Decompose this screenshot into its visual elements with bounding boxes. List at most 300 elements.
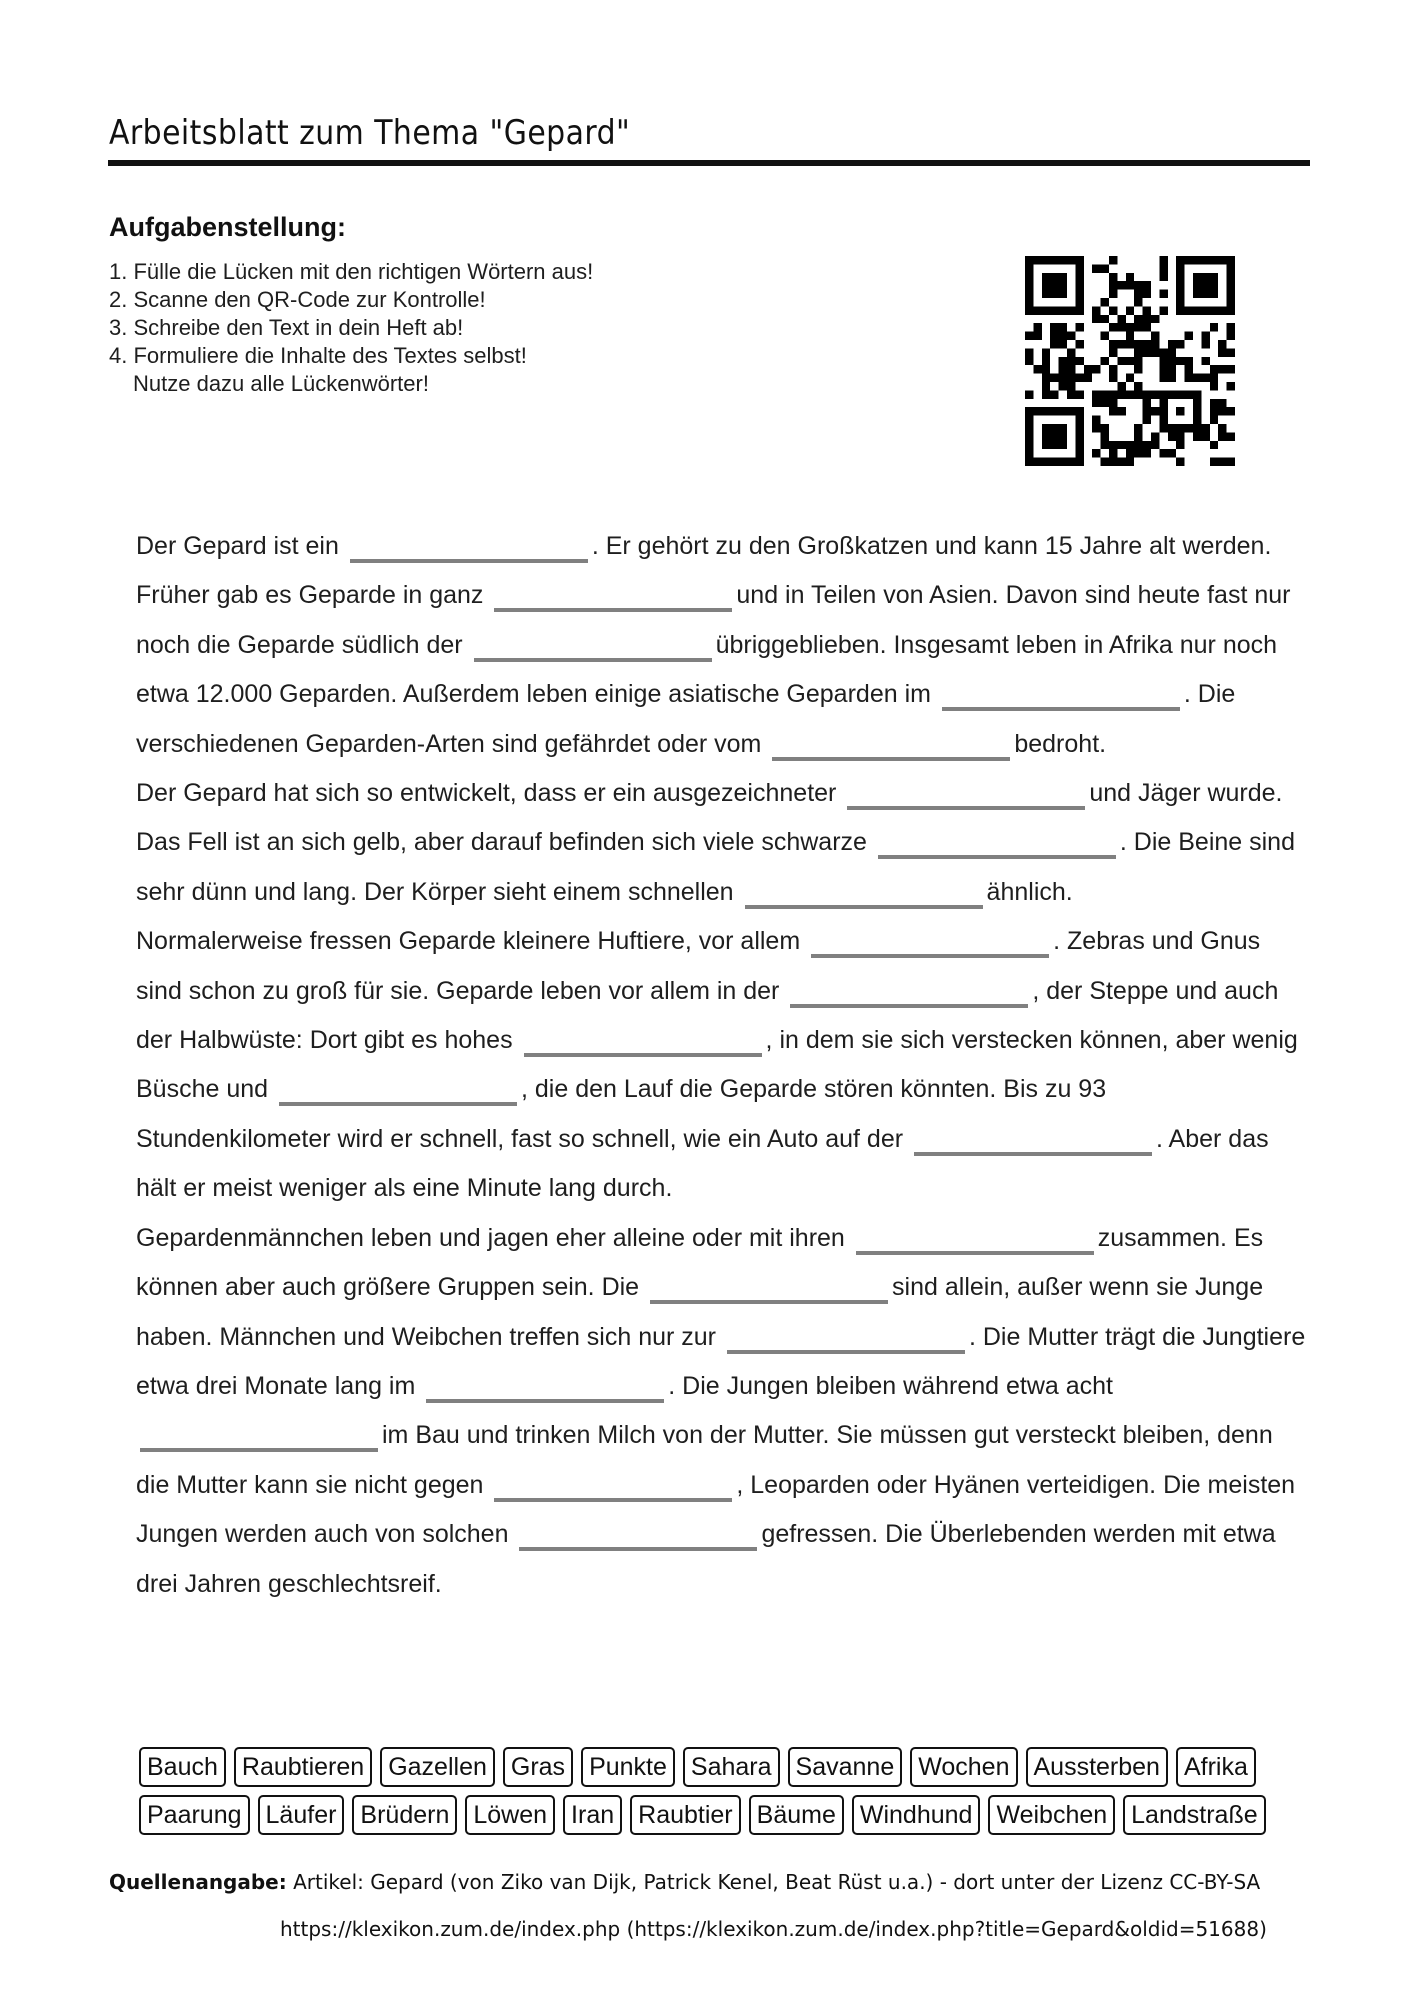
qr-module bbox=[1151, 441, 1159, 449]
qr-module bbox=[1201, 374, 1209, 382]
word-chip[interactable]: Afrika bbox=[1176, 1747, 1256, 1787]
qr-module bbox=[1109, 306, 1117, 314]
word-chip[interactable]: Punkte bbox=[581, 1747, 675, 1787]
qr-module bbox=[1109, 273, 1117, 281]
qr-module bbox=[1210, 365, 1218, 373]
qr-module bbox=[1193, 416, 1201, 424]
qr-module bbox=[1117, 458, 1125, 466]
qr-module bbox=[1126, 273, 1134, 281]
qr-module bbox=[1151, 348, 1159, 356]
qr-module bbox=[1117, 315, 1125, 323]
qr-module bbox=[1126, 449, 1134, 457]
qr-module bbox=[1025, 407, 1033, 415]
qr-module bbox=[1101, 458, 1109, 466]
qr-module bbox=[1075, 374, 1083, 382]
blank-field[interactable] bbox=[856, 1227, 1094, 1255]
cloze-paragraph bbox=[136, 522, 1306, 769]
qr-module bbox=[1033, 323, 1041, 331]
qr-module bbox=[1075, 340, 1083, 348]
qr-module bbox=[1143, 441, 1151, 449]
word-chip[interactable]: Wochen bbox=[910, 1747, 1017, 1787]
blank-field[interactable] bbox=[140, 1424, 378, 1452]
qr-module bbox=[1109, 365, 1117, 373]
qr-module bbox=[1109, 256, 1117, 264]
qr-module bbox=[1151, 315, 1159, 323]
qr-module bbox=[1151, 340, 1159, 348]
qr-module bbox=[1193, 306, 1201, 314]
qr-module bbox=[1176, 390, 1184, 398]
qr-module bbox=[1075, 357, 1083, 365]
qr-module bbox=[1067, 256, 1075, 264]
qr-module bbox=[1176, 306, 1184, 314]
cloze-segment: und Jäger wurde. Das Fell ist an sich gelb, aber darauf befinden sich viele schwarze bbox=[136, 779, 1283, 857]
qr-module bbox=[1101, 441, 1109, 449]
blank-field[interactable] bbox=[914, 1128, 1152, 1156]
qr-module bbox=[1109, 407, 1117, 415]
qr-module bbox=[1042, 432, 1050, 440]
qr-module bbox=[1210, 256, 1218, 264]
cloze-segment: Gepardenmännchen leben und jagen eher alleine oder mit ihren bbox=[136, 1223, 845, 1252]
cloze-segment: . Die Mutter trägt die Jungtiere etwa drei Monate lang im bbox=[136, 1322, 1306, 1400]
qr-module bbox=[1059, 441, 1067, 449]
cloze-paragraph bbox=[136, 917, 1306, 1213]
cloze-segment: . Er gehört zu den Großkatzen und kann 15 Jahre alt werden. Früher gab es Geparde in ganz bbox=[136, 532, 1272, 610]
qr-module bbox=[1025, 458, 1033, 466]
qr-module bbox=[1176, 281, 1184, 289]
qr-module bbox=[1025, 298, 1033, 306]
qr-module bbox=[1159, 416, 1167, 424]
qr-module bbox=[1218, 424, 1226, 432]
qr-module bbox=[1210, 441, 1218, 449]
word-chip[interactable]: Sahara bbox=[683, 1747, 780, 1787]
qr-module bbox=[1050, 281, 1058, 289]
qr-module bbox=[1201, 281, 1209, 289]
qr-module bbox=[1042, 382, 1050, 390]
qr-module bbox=[1193, 290, 1201, 298]
word-chip[interactable]: Gazellen bbox=[380, 1747, 495, 1787]
blank-field[interactable] bbox=[350, 535, 588, 563]
qr-module bbox=[1092, 424, 1100, 432]
qr-module bbox=[1092, 449, 1100, 457]
blank-field[interactable] bbox=[790, 980, 1028, 1008]
qr-module bbox=[1134, 298, 1142, 306]
qr-module bbox=[1059, 332, 1067, 340]
qr-module bbox=[1143, 290, 1151, 298]
qr-module bbox=[1033, 458, 1041, 466]
qr-module bbox=[1101, 332, 1109, 340]
qr-module bbox=[1134, 441, 1142, 449]
qr-module bbox=[1067, 332, 1075, 340]
blank-field[interactable] bbox=[650, 1276, 888, 1304]
qr-module bbox=[1210, 281, 1218, 289]
qr-module bbox=[1092, 306, 1100, 314]
qr-module bbox=[1075, 290, 1083, 298]
qr-module bbox=[1227, 298, 1235, 306]
cloze-segment: , in dem sie sich verstecken können, aber wenig Büsche und bbox=[136, 1026, 1298, 1104]
qr-module bbox=[1134, 390, 1142, 398]
qr-module bbox=[1185, 365, 1193, 373]
qr-module bbox=[1227, 382, 1235, 390]
qr-module bbox=[1210, 407, 1218, 415]
qr-module bbox=[1067, 374, 1075, 382]
qr-module bbox=[1101, 390, 1109, 398]
qr-module bbox=[1059, 357, 1067, 365]
qr-module bbox=[1025, 390, 1033, 398]
qr-module bbox=[1151, 432, 1159, 440]
qr-module bbox=[1176, 256, 1184, 264]
qr-module bbox=[1143, 306, 1151, 314]
task-item: 2. Scanne den QR-Code zur Kontrolle! bbox=[109, 287, 486, 312]
qr-module bbox=[1050, 290, 1058, 298]
qr-module bbox=[1159, 374, 1167, 382]
qr-module bbox=[1025, 290, 1033, 298]
qr-module bbox=[1025, 332, 1033, 340]
qr-module bbox=[1227, 323, 1235, 331]
qr-module bbox=[1126, 441, 1134, 449]
cloze-segment: Der Gepard ist ein bbox=[136, 532, 339, 560]
qr-module bbox=[1033, 407, 1041, 415]
qr-module bbox=[1101, 357, 1109, 365]
source-url[interactable]: https://klexikon.zum.de/index.php (https://klexikon.zum.de/index.php?title=Gepard&oldid=51688) bbox=[280, 1917, 1267, 1941]
qr-module bbox=[1025, 256, 1033, 264]
qr-module bbox=[1227, 407, 1235, 415]
qr-module bbox=[1075, 264, 1083, 272]
qr-module bbox=[1067, 458, 1075, 466]
word-chip[interactable]: Löwen bbox=[465, 1795, 555, 1835]
qr-module bbox=[1033, 332, 1041, 340]
qr-module bbox=[1126, 390, 1134, 398]
blank-field[interactable] bbox=[279, 1078, 517, 1106]
source-citation bbox=[109, 1870, 1260, 1894]
qr-module bbox=[1042, 256, 1050, 264]
qr-module bbox=[1168, 365, 1176, 373]
qr-module bbox=[1109, 390, 1117, 398]
qr-module bbox=[1092, 264, 1100, 272]
blank-field[interactable] bbox=[811, 930, 1049, 958]
qr-module bbox=[1042, 458, 1050, 466]
qr-module bbox=[1059, 374, 1067, 382]
qr-module bbox=[1210, 306, 1218, 314]
qr-module bbox=[1059, 424, 1067, 432]
word-chip[interactable]: Iran bbox=[563, 1795, 622, 1835]
qr-module bbox=[1025, 306, 1033, 314]
qr-module bbox=[1176, 357, 1184, 365]
word-chip[interactable]: Läufer bbox=[258, 1795, 345, 1835]
blank-field[interactable] bbox=[474, 634, 712, 662]
qr-module bbox=[1059, 306, 1067, 314]
qr-module bbox=[1159, 365, 1167, 373]
qr-module bbox=[1067, 348, 1075, 356]
qr-module bbox=[1075, 390, 1083, 398]
word-chip[interactable]: Gras bbox=[503, 1747, 573, 1787]
qr-module bbox=[1134, 315, 1142, 323]
qr-module bbox=[1159, 399, 1167, 407]
word-chip[interactable]: Windhund bbox=[852, 1795, 981, 1835]
qr-module bbox=[1185, 424, 1193, 432]
blank-field[interactable] bbox=[772, 733, 1010, 761]
qr-module bbox=[1126, 340, 1134, 348]
qr-module bbox=[1134, 432, 1142, 440]
qr-module bbox=[1075, 273, 1083, 281]
qr-module bbox=[1109, 281, 1117, 289]
qr-module bbox=[1109, 323, 1117, 331]
qr-module bbox=[1168, 424, 1176, 432]
qr-module bbox=[1218, 256, 1226, 264]
blank-field[interactable] bbox=[745, 881, 983, 909]
qr-module bbox=[1218, 348, 1226, 356]
qr-module bbox=[1151, 332, 1159, 340]
cloze-segment: Normalerweise fressen Geparde kleinere Huftiere, vor allem bbox=[136, 927, 801, 956]
qr-module bbox=[1042, 407, 1050, 415]
qr-module bbox=[1067, 357, 1075, 365]
qr-module bbox=[1210, 323, 1218, 331]
qr-module bbox=[1059, 382, 1067, 390]
qr-module bbox=[1092, 399, 1100, 407]
qr-module bbox=[1176, 424, 1184, 432]
qr-module bbox=[1168, 348, 1176, 356]
qr-module bbox=[1168, 374, 1176, 382]
qr-module bbox=[1117, 340, 1125, 348]
qr-module bbox=[1143, 281, 1151, 289]
qr-module bbox=[1218, 399, 1226, 407]
qr-module bbox=[1050, 441, 1058, 449]
qr-module bbox=[1201, 340, 1209, 348]
qr-module bbox=[1059, 340, 1067, 348]
qr-module bbox=[1025, 449, 1033, 457]
qr-module bbox=[1134, 424, 1142, 432]
word-chip[interactable]: Bauch bbox=[139, 1747, 226, 1787]
qr-module bbox=[1227, 306, 1235, 314]
cloze-segment: ähnlich. bbox=[986, 877, 1073, 906]
qr-module bbox=[1227, 348, 1235, 356]
qr-module bbox=[1126, 332, 1134, 340]
qr-module bbox=[1059, 407, 1067, 415]
qr-module bbox=[1176, 407, 1184, 415]
blank-field[interactable] bbox=[524, 1029, 762, 1057]
qr-module bbox=[1201, 432, 1209, 440]
blank-field[interactable] bbox=[727, 1326, 965, 1354]
qr-module bbox=[1050, 256, 1058, 264]
qr-module bbox=[1159, 449, 1167, 457]
qr-module bbox=[1159, 348, 1167, 356]
qr-module bbox=[1117, 441, 1125, 449]
qr-module bbox=[1092, 416, 1100, 424]
qr-code-icon[interactable] bbox=[1025, 256, 1235, 466]
cloze-segment: gefressen. Die Überlebenden werden mit etwa drei Jahren geschlechtsreif. bbox=[136, 1520, 1276, 1598]
qr-module bbox=[1117, 357, 1125, 365]
qr-module bbox=[1159, 273, 1167, 281]
qr-module bbox=[1092, 365, 1100, 373]
qr-module bbox=[1101, 315, 1109, 323]
qr-module bbox=[1075, 407, 1083, 415]
qr-module bbox=[1025, 281, 1033, 289]
qr-module bbox=[1159, 256, 1167, 264]
qr-module bbox=[1210, 416, 1218, 424]
qr-module bbox=[1033, 365, 1041, 373]
qr-module bbox=[1185, 357, 1193, 365]
qr-module bbox=[1201, 306, 1209, 314]
qr-module bbox=[1092, 315, 1100, 323]
qr-module bbox=[1185, 306, 1193, 314]
word-bank-row bbox=[139, 1795, 1319, 1835]
qr-module bbox=[1025, 273, 1033, 281]
qr-module bbox=[1193, 390, 1201, 398]
task-item: 4. Formuliere die Inhalte des Textes selbst! bbox=[109, 343, 527, 368]
qr-module bbox=[1176, 298, 1184, 306]
qr-module bbox=[1126, 323, 1134, 331]
qr-module bbox=[1126, 306, 1134, 314]
qr-module bbox=[1201, 424, 1209, 432]
qr-module bbox=[1059, 281, 1067, 289]
qr-module bbox=[1126, 458, 1134, 466]
word-chip[interactable]: Aussterben bbox=[1026, 1747, 1168, 1787]
qr-module bbox=[1227, 256, 1235, 264]
qr-module bbox=[1126, 281, 1134, 289]
qr-module bbox=[1210, 290, 1218, 298]
task-list bbox=[109, 258, 593, 398]
qr-module bbox=[1042, 348, 1050, 356]
qr-module bbox=[1134, 382, 1142, 390]
qr-module bbox=[1176, 340, 1184, 348]
qr-module bbox=[1210, 458, 1218, 466]
qr-module bbox=[1101, 424, 1109, 432]
qr-module bbox=[1134, 340, 1142, 348]
blank-field[interactable] bbox=[878, 831, 1116, 859]
qr-module bbox=[1185, 256, 1193, 264]
qr-module bbox=[1109, 374, 1117, 382]
qr-module bbox=[1210, 399, 1218, 407]
qr-module bbox=[1143, 399, 1151, 407]
cloze-segment: , die den Lauf die Geparde stören könnten. Bis zu 93 Stundenkilometer wird er schnell, fast so schnell, wie ein Auto auf der bbox=[136, 1075, 1107, 1153]
cloze-segment: und in Teilen von Asien. Davon sind heute fast nur noch die Geparde südlich der bbox=[136, 581, 1291, 659]
qr-module bbox=[1109, 458, 1117, 466]
qr-module bbox=[1050, 390, 1058, 398]
qr-module bbox=[1134, 449, 1142, 457]
word-chip[interactable]: Savanne bbox=[788, 1747, 903, 1787]
qr-module bbox=[1193, 424, 1201, 432]
word-chip[interactable]: Weibchen bbox=[988, 1795, 1115, 1835]
qr-module bbox=[1067, 382, 1075, 390]
qr-module bbox=[1101, 399, 1109, 407]
qr-module bbox=[1193, 374, 1201, 382]
qr-module bbox=[1059, 432, 1067, 440]
qr-module bbox=[1176, 290, 1184, 298]
qr-module bbox=[1067, 365, 1075, 373]
word-chip[interactable]: Raubtier bbox=[630, 1795, 741, 1835]
qr-module bbox=[1201, 357, 1209, 365]
qr-module bbox=[1075, 298, 1083, 306]
cloze-segment: im Bau und trinken Milch von der Mutter. Sie müssen gut versteckt bleiben, denn die Mutter kann sie nicht gegen bbox=[136, 1421, 1273, 1499]
qr-module bbox=[1075, 306, 1083, 314]
qr-module bbox=[1025, 416, 1033, 424]
blank-field[interactable] bbox=[494, 584, 732, 612]
qr-module bbox=[1109, 290, 1117, 298]
qr-module bbox=[1218, 340, 1226, 348]
qr-module bbox=[1134, 348, 1142, 356]
title-divider bbox=[108, 160, 1310, 166]
qr-module bbox=[1151, 407, 1159, 415]
qr-module bbox=[1176, 432, 1184, 440]
qr-module bbox=[1117, 281, 1125, 289]
qr-module bbox=[1042, 281, 1050, 289]
blank-field[interactable] bbox=[942, 683, 1180, 711]
qr-module bbox=[1109, 449, 1117, 457]
qr-module bbox=[1067, 306, 1075, 314]
word-chip[interactable]: Raubtieren bbox=[234, 1747, 372, 1787]
cloze-segment: . Aber das hält er meist weniger als eine Minute lang durch. bbox=[136, 1124, 1269, 1203]
word-chip[interactable]: Bäume bbox=[749, 1795, 844, 1835]
qr-module bbox=[1109, 441, 1117, 449]
qr-module bbox=[1143, 323, 1151, 331]
qr-module bbox=[1050, 323, 1058, 331]
qr-module bbox=[1109, 340, 1117, 348]
qr-module bbox=[1227, 332, 1235, 340]
qr-module bbox=[1109, 399, 1117, 407]
qr-module bbox=[1168, 357, 1176, 365]
word-chip[interactable]: Brüdern bbox=[352, 1795, 457, 1835]
qr-module bbox=[1050, 273, 1058, 281]
qr-module bbox=[1059, 290, 1067, 298]
qr-module bbox=[1134, 290, 1142, 298]
qr-module bbox=[1185, 374, 1193, 382]
word-chip[interactable]: Paarung bbox=[139, 1795, 250, 1835]
qr-module bbox=[1193, 273, 1201, 281]
qr-module bbox=[1134, 281, 1142, 289]
qr-module bbox=[1067, 390, 1075, 398]
blank-field[interactable] bbox=[519, 1523, 757, 1551]
blank-field[interactable] bbox=[494, 1474, 732, 1502]
qr-module bbox=[1075, 432, 1083, 440]
qr-module bbox=[1075, 424, 1083, 432]
qr-module bbox=[1025, 348, 1033, 356]
qr-module bbox=[1033, 256, 1041, 264]
qr-module bbox=[1176, 441, 1184, 449]
task-item: 1. Fülle die Lücken mit den richtigen Wörtern aus! bbox=[109, 259, 594, 284]
qr-module bbox=[1176, 458, 1184, 466]
qr-module bbox=[1159, 407, 1167, 415]
qr-module bbox=[1042, 390, 1050, 398]
qr-module bbox=[1126, 357, 1134, 365]
qr-module bbox=[1227, 281, 1235, 289]
qr-module bbox=[1143, 449, 1151, 457]
qr-module bbox=[1176, 273, 1184, 281]
qr-module bbox=[1075, 449, 1083, 457]
qr-module bbox=[1075, 256, 1083, 264]
qr-module bbox=[1084, 374, 1092, 382]
qr-module bbox=[1201, 273, 1209, 281]
cloze-segment: . Zebras und Gnus sind schon zu groß für sie. Geparde leben vor allem in der bbox=[136, 927, 1261, 1005]
qr-module bbox=[1025, 357, 1033, 365]
qr-module bbox=[1143, 315, 1151, 323]
qr-module bbox=[1042, 273, 1050, 281]
qr-module bbox=[1050, 424, 1058, 432]
cloze-segment: sind allein, außer wenn sie Junge haben. Männchen und Weibchen treffen sich nur zur bbox=[136, 1273, 1264, 1351]
qr-module bbox=[1050, 432, 1058, 440]
blank-field[interactable] bbox=[847, 782, 1085, 810]
qr-module bbox=[1033, 306, 1041, 314]
qr-module bbox=[1227, 273, 1235, 281]
source-label: Quellenangabe: bbox=[109, 1870, 287, 1894]
source-text: Artikel: Gepard (von Ziko van Dijk, Patrick Kenel, Beat Rüst u.a.) - dort unter der Lizenz CC-BY-SA bbox=[286, 1870, 1261, 1894]
qr-module bbox=[1050, 374, 1058, 382]
word-chip[interactable]: Landstraße bbox=[1123, 1795, 1265, 1835]
blank-field[interactable] bbox=[426, 1375, 664, 1403]
qr-module bbox=[1210, 273, 1218, 281]
qr-module bbox=[1151, 390, 1159, 398]
qr-module bbox=[1168, 340, 1176, 348]
qr-module bbox=[1025, 432, 1033, 440]
qr-module bbox=[1185, 390, 1193, 398]
